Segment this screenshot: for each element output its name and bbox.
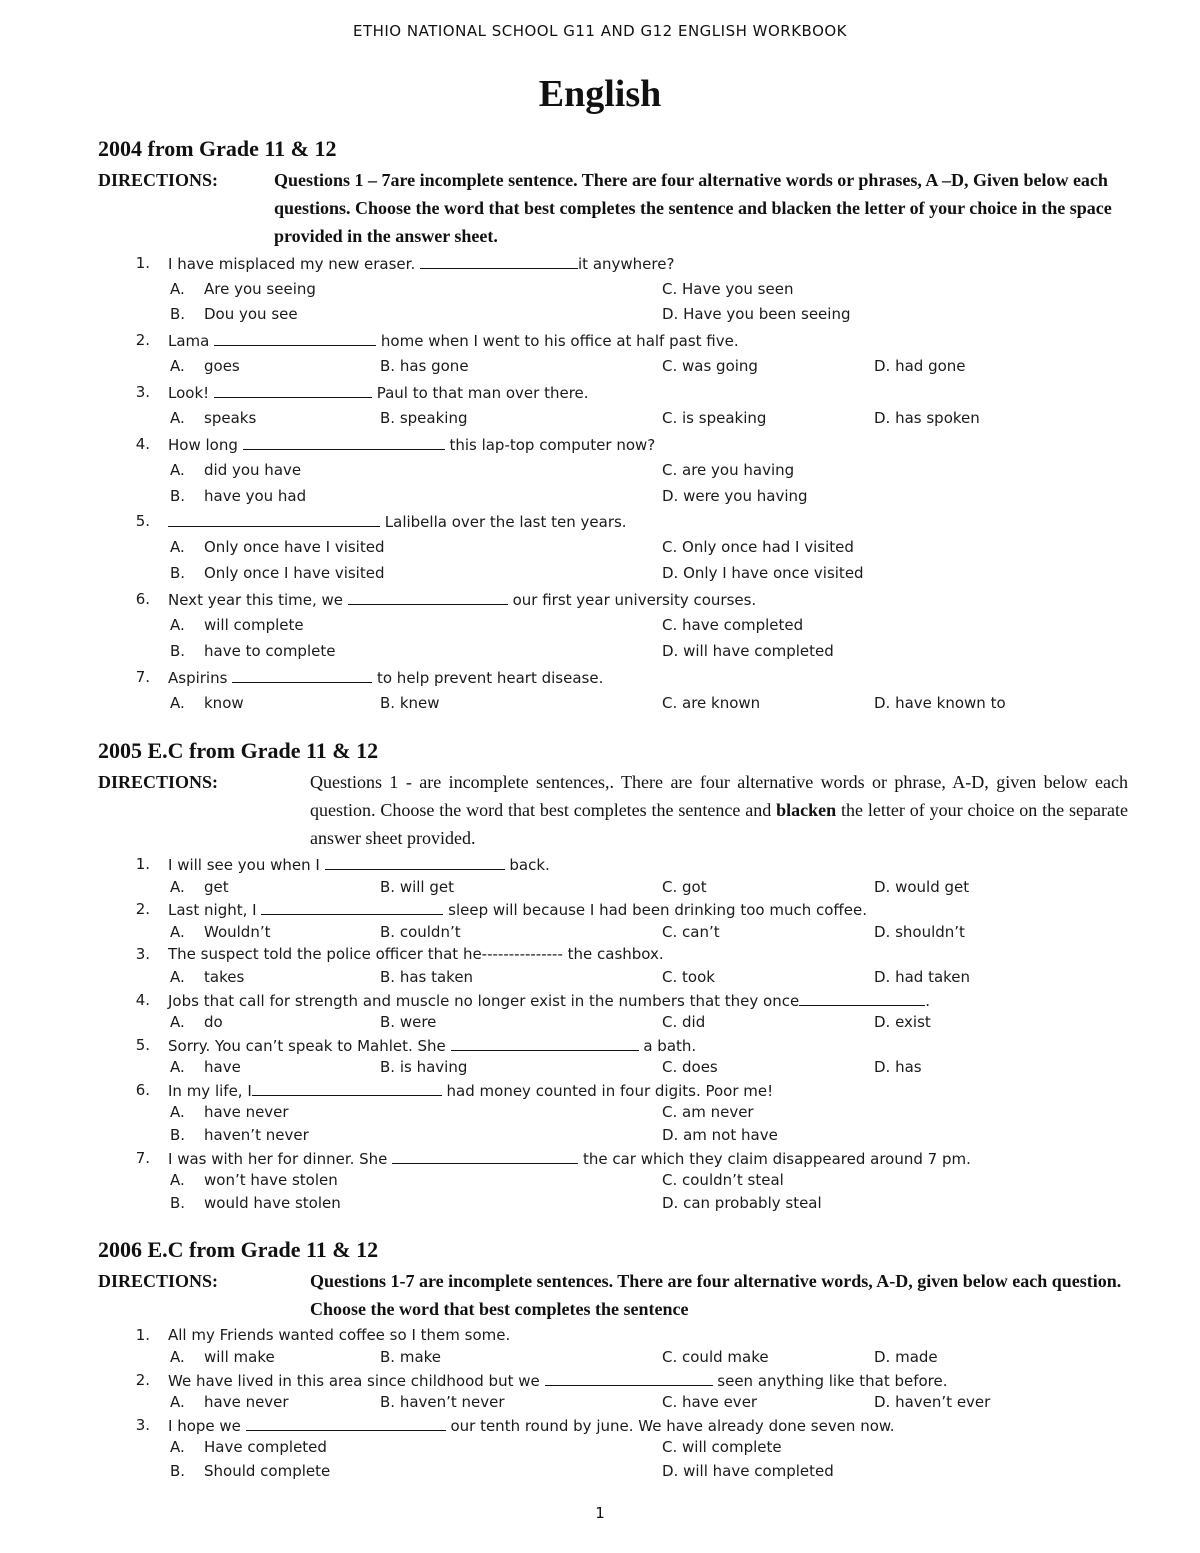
option-b: B. have you had bbox=[170, 487, 307, 505]
option-a: A. get bbox=[170, 878, 229, 896]
option-b: B. Dou you see bbox=[170, 305, 298, 323]
question-number: 4. bbox=[135, 991, 150, 1009]
option-a: A. Have completed bbox=[170, 1438, 327, 1456]
option-a: A. Are you seeing bbox=[170, 280, 316, 298]
option-b: B. haven’t never bbox=[380, 1393, 505, 1411]
question-stem: Look! Paul to that man over there. bbox=[168, 384, 589, 402]
directions-label: DIRECTIONS: bbox=[98, 170, 219, 190]
option-c: C. Have you seen bbox=[662, 280, 794, 298]
question-stem: Aspirins to help prevent heart disease. bbox=[168, 669, 604, 687]
directions-label: DIRECTIONS: bbox=[98, 1271, 219, 1291]
option-d: D. made bbox=[874, 1348, 938, 1366]
option-c: C. will complete bbox=[662, 1438, 782, 1456]
option-b: B. Should complete bbox=[170, 1462, 331, 1480]
answer-blank bbox=[392, 1149, 578, 1164]
option-d: D. Have you been seeing bbox=[662, 305, 851, 323]
option-b: B. have to complete bbox=[170, 642, 336, 660]
option-c: C. can’t bbox=[662, 923, 720, 941]
answer-blank bbox=[451, 1036, 639, 1051]
question-stem: I hope we our tenth round by june. We have already done seven now. bbox=[168, 1417, 895, 1435]
question-number: 1. bbox=[135, 1326, 150, 1344]
option-c: C. did bbox=[662, 1013, 706, 1031]
stem-before: I have misplaced my new eraser. bbox=[168, 255, 416, 273]
directions-label: DIRECTIONS: bbox=[98, 772, 219, 792]
answer-blank bbox=[799, 991, 925, 1006]
option-a: A. speaks bbox=[170, 409, 257, 427]
option-c: C. have ever bbox=[662, 1393, 758, 1411]
option-d: D. will have completed bbox=[662, 1462, 834, 1480]
question-number: 1. bbox=[135, 254, 150, 272]
answer-blank bbox=[246, 1416, 446, 1431]
question-number: 2. bbox=[135, 331, 150, 349]
option-b: B. knew bbox=[380, 694, 440, 712]
option-b: B. has taken bbox=[380, 968, 474, 986]
option-a: A. will make bbox=[170, 1348, 275, 1366]
option-a: A. have bbox=[170, 1058, 241, 1076]
option-c: C. are you having bbox=[662, 461, 795, 479]
option-a: A. won’t have stolen bbox=[170, 1171, 338, 1189]
option-c: C. was going bbox=[662, 357, 758, 375]
section-2004 bbox=[98, 136, 1128, 250]
section-heading: 2005 E.C from Grade 11 & 12 bbox=[98, 738, 379, 763]
section-2005 bbox=[98, 738, 1128, 852]
option-c: C. Only once had I visited bbox=[662, 538, 854, 556]
option-d: D. were you having bbox=[662, 487, 808, 505]
question-stem: In my life, I had money counted in four digits. Poor me! bbox=[168, 1082, 774, 1100]
question-number: 6. bbox=[135, 1081, 150, 1099]
question-stem: Lama home when I went to his office at half past five. bbox=[168, 332, 739, 350]
option-a: A. did you have bbox=[170, 461, 302, 479]
option-d: D. would get bbox=[874, 878, 970, 896]
option-c: C. could make bbox=[662, 1348, 769, 1366]
option-d: D. exist bbox=[874, 1013, 931, 1031]
option-d: D. shouldn’t bbox=[874, 923, 965, 941]
option-b: B. were bbox=[380, 1013, 437, 1031]
option-b: B. would have stolen bbox=[170, 1194, 341, 1212]
option-a: A. Only once have I visited bbox=[170, 538, 385, 556]
option-a: A. know bbox=[170, 694, 244, 712]
question-number: 7. bbox=[135, 1149, 150, 1167]
section-2006 bbox=[98, 1237, 1128, 1323]
question-stem: How long this lap-top computer now? bbox=[168, 436, 656, 454]
question-stem: I was with her for dinner. She the car which they claim disappeared around 7 pm. bbox=[168, 1150, 971, 1168]
stem-after: it anywhere? bbox=[578, 255, 675, 273]
directions-text: Questions 1 – 7are incomplete sentence. There are four alternative words or phrases, A –D, Given below each questions. Choose the word that best completes the sentence and blacken the letter of your choice in the space provided in the answer sheet. bbox=[274, 170, 1112, 246]
question-stem: We have lived in this area since childhood but we seen anything like that before. bbox=[168, 1372, 948, 1390]
option-d: D. have known to bbox=[874, 694, 1006, 712]
question-number: 2. bbox=[135, 1371, 150, 1389]
answer-blank bbox=[214, 331, 376, 346]
question-number: 5. bbox=[135, 512, 150, 530]
question-stem bbox=[168, 254, 674, 273]
directions bbox=[98, 166, 1128, 250]
option-b: B. will get bbox=[380, 878, 454, 896]
question-number: 2. bbox=[135, 900, 150, 918]
option-d: D. has spoken bbox=[874, 409, 980, 427]
section-heading: 2006 E.C from Grade 11 & 12 bbox=[98, 1237, 379, 1262]
option-d: D. haven’t ever bbox=[874, 1393, 991, 1411]
option-a: A. will complete bbox=[170, 616, 304, 634]
option-b: B. couldn’t bbox=[380, 923, 461, 941]
option-d: D. can probably steal bbox=[662, 1194, 822, 1212]
option-a: A. takes bbox=[170, 968, 245, 986]
question-number: 7. bbox=[135, 668, 150, 686]
question-number: 3. bbox=[135, 383, 150, 401]
option-d: D. has bbox=[874, 1058, 922, 1076]
answer-blank bbox=[168, 512, 380, 527]
answer-blank bbox=[232, 668, 372, 683]
directions bbox=[98, 1267, 1128, 1323]
option-a: A. have never bbox=[170, 1103, 289, 1121]
option-c: C. am never bbox=[662, 1103, 754, 1121]
answer-blank bbox=[325, 855, 505, 870]
directions-text: Questions 1-7 are incomplete sentences. There are four alternative words, A-D, given below each question. Choose the word that best completes the sentence bbox=[310, 1271, 1122, 1319]
option-b: B. has gone bbox=[380, 357, 469, 375]
page-title: English bbox=[538, 73, 662, 115]
section-heading: 2004 from Grade 11 & 12 bbox=[98, 136, 337, 161]
question-number: 3. bbox=[135, 1416, 150, 1434]
question-stem: Last night, I sleep will because I had been drinking too much coffee. bbox=[168, 901, 867, 919]
question-stem: All my Friends wanted coffee so I them some. bbox=[168, 1326, 511, 1344]
option-b: B. make bbox=[380, 1348, 442, 1366]
option-d: D. Only I have once visited bbox=[662, 564, 864, 582]
page-header: ETHIO NATIONAL SCHOOL G11 AND G12 ENGLISH WORKBOOK bbox=[352, 22, 848, 40]
option-d: D. had taken bbox=[874, 968, 971, 986]
option-c: C. are known bbox=[662, 694, 761, 712]
option-c: C. took bbox=[662, 968, 715, 986]
option-b: B. Only once I have visited bbox=[170, 564, 385, 582]
option-b: B. haven’t never bbox=[170, 1126, 309, 1144]
option-a: A. have never bbox=[170, 1393, 289, 1411]
directions bbox=[98, 768, 1128, 852]
question-stem: Next year this time, we our first year university courses. bbox=[168, 591, 757, 609]
answer-blank bbox=[261, 900, 443, 915]
option-a: A. do bbox=[170, 1013, 223, 1031]
question-number: 5. bbox=[135, 1036, 150, 1054]
answer-blank bbox=[420, 254, 578, 269]
answer-blank bbox=[348, 590, 508, 605]
answer-blank bbox=[545, 1371, 713, 1386]
question-number: 6. bbox=[135, 590, 150, 608]
question-stem: I will see you when I back. bbox=[168, 856, 550, 874]
option-a: A. Wouldn’t bbox=[170, 923, 271, 941]
question-stem: Lalibella over the last ten years. bbox=[168, 512, 627, 531]
question-number: 3. bbox=[135, 945, 150, 963]
option-d: D. will have completed bbox=[662, 642, 834, 660]
option-b: B. is having bbox=[380, 1058, 468, 1076]
option-c: C. couldn’t steal bbox=[662, 1171, 784, 1189]
answer-blank bbox=[214, 383, 372, 398]
option-c: C. is speaking bbox=[662, 409, 767, 427]
option-d: D. am not have bbox=[662, 1126, 778, 1144]
answer-blank bbox=[252, 1081, 442, 1096]
answer-blank bbox=[243, 435, 445, 450]
option-b: B. speaking bbox=[380, 409, 468, 427]
question-stem: Jobs that call for strength and muscle no longer exist in the numbers that they once . bbox=[168, 992, 930, 1010]
question-stem: The suspect told the police officer that he--------------- the cashbox. bbox=[168, 945, 664, 963]
option-c: C. does bbox=[662, 1058, 718, 1076]
option-a: A. goes bbox=[170, 357, 240, 375]
page-number: 1 bbox=[595, 1504, 605, 1522]
option-d: D. had gone bbox=[874, 357, 966, 375]
directions-text: Questions 1 - are incomplete sentences,. There are four alternative words or phrase, A-D, given below each question. Choose the word that best completes the sentence and blacken the letter of your choice on the separate answer sheet provided. bbox=[310, 772, 1128, 848]
question-stem: Sorry. You can’t speak to Mahlet. She a bath. bbox=[168, 1037, 697, 1055]
question-number: 4. bbox=[135, 435, 150, 453]
option-c: C. got bbox=[662, 878, 707, 896]
option-c: C. have completed bbox=[662, 616, 804, 634]
question-number: 1. bbox=[135, 855, 150, 873]
